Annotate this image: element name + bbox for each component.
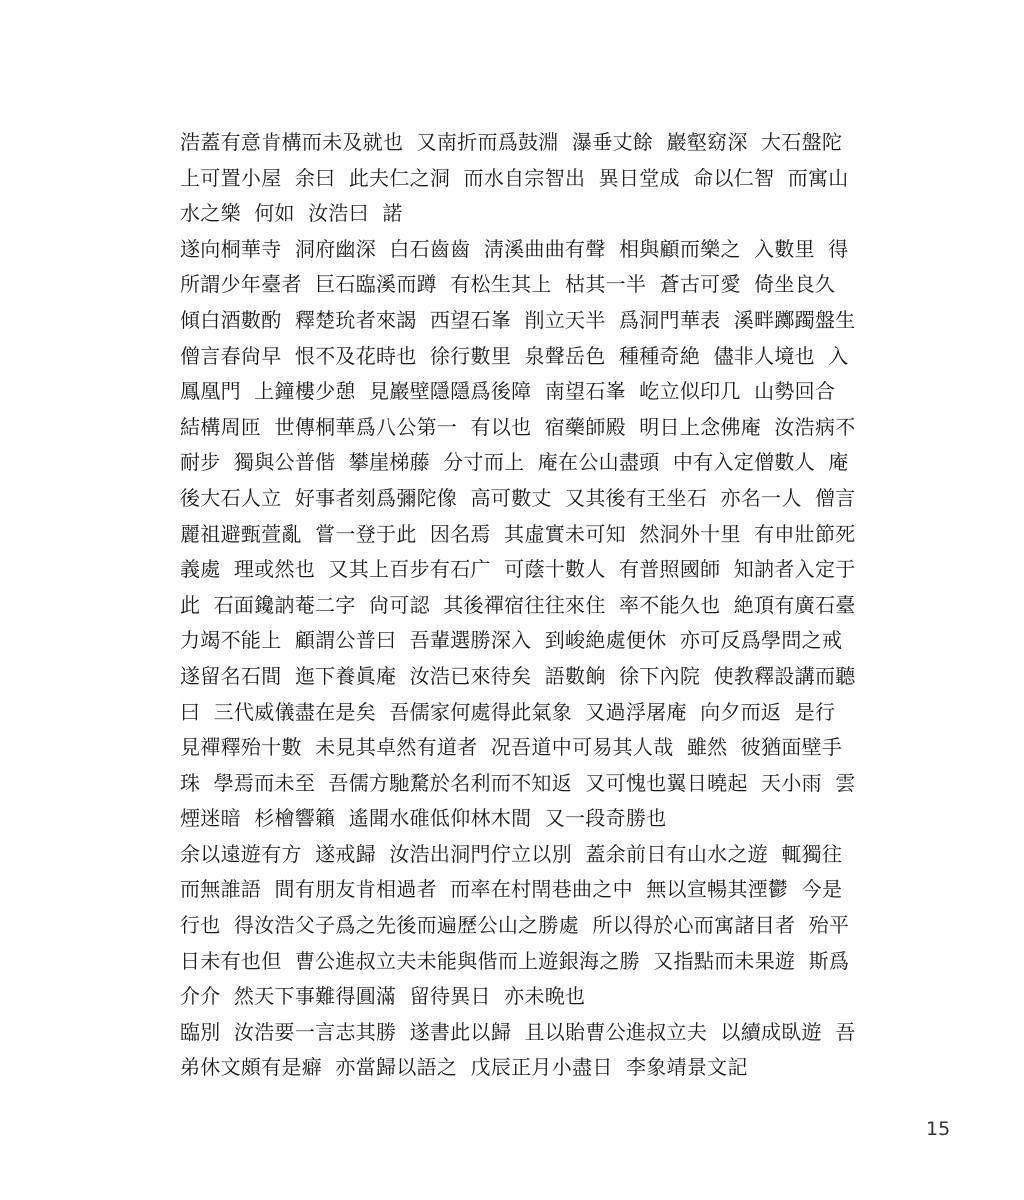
paragraph <box>180 1015 880 1086</box>
text-line: 珠 學焉而未至 吾儒方馳騖於名利而不知返 又可愧也翼日曉起 天小雨 雲 <box>180 770 856 795</box>
text-line: 煙迷暗 杉檜響籟 遙聞水碓低仰林木間 又一段奇勝也 <box>180 806 667 831</box>
text-line: 後大石人立 好事者刻爲彌陀像 高可數丈 又其後有王坐石 亦名一人 僧言 <box>180 485 856 510</box>
text-line: 水之樂 何如 汝浩曰 諾 <box>180 201 403 226</box>
text-line: 行也 得汝浩父子爲之先後而遍歷公山之勝處 所以得於心而寓諸目者 殆平 <box>180 913 850 938</box>
text-line: 鳳凰門 上鐘樓少憩 見巖壁隱隱爲後障 南望石峯 屹立似印几 山勢回合 <box>180 379 836 404</box>
text-line: 而無誰語 間有朋友肯相過者 而率在村閈巷曲之中 無以宣暢其湮鬱 今是 <box>180 877 843 902</box>
paragraph <box>180 837 880 1015</box>
text-line: 麗祖避甄萱亂 嘗一登于此 因名焉 其虛實未可知 然洞外十里 有申壯節死 <box>180 521 856 546</box>
text-line: 力竭不能上 顧謂公普曰 吾輩選勝深入 到峻絶處便休 亦可反爲學問之戒 <box>180 628 843 653</box>
body-text <box>180 125 880 1086</box>
paragraph <box>180 232 880 837</box>
text-line: 耐步 獨與公普偕 攀崖梯藤 分寸而上 庵在公山盡頭 中有入定僧數人 庵 <box>180 450 849 475</box>
text-line: 余以遠遊有方 遂戒歸 汝浩出洞門佇立以別 蓋余前日有山水之遊 輒獨往 <box>180 841 843 866</box>
text-line: 見禪釋殆十數 未見其卓然有道者 况吾道中可易其人哉 雖然 彼猶面壁手 <box>180 735 843 760</box>
text-line: 臨別 汝浩要一言志其勝 遂書此以歸 且以貽曹公進叔立夫 以續成臥遊 吾 <box>180 1019 856 1044</box>
text-line: 傾白酒數酌 釋楚玧者來謁 西望石峯 削立天半 爲洞門華表 溪畔躑躅盤生 <box>180 307 856 332</box>
text-line: 所謂少年臺者 巨石臨溪而蹲 有松生其上 枯其一半 蒼古可愛 倚坐良久 <box>180 272 836 297</box>
text-line: 遂留名石間 迤下養眞庵 汝浩已來待矣 語數餉 徐下內院 使教釋設講而聽 <box>180 663 856 688</box>
text-line: 上可置小屋 余曰 此夫仁之洞 而水自宗智出 異日堂成 命以仁智 而寓山 <box>180 165 849 190</box>
text-line: 曰 三代威儀盡在是矣 吾儒家何處得此氣象 又過浮屠庵 向夕而返 是行 <box>180 699 836 724</box>
paragraph <box>180 125 880 232</box>
text-line: 浩蓋有意肯構而未及就也 又南折而爲鼓淵 瀑垂丈餘 巖壑窈深 大石盤陀 <box>180 130 843 154</box>
text-line: 弟休文頗有是癖 亦當歸以語之 戊辰正月小盡日 李象靖景文記 <box>180 1055 748 1080</box>
text-line: 此 石面鑱訥菴二字 尙可認 其後禪宿往往來住 率不能久也 絶頂有廣石臺 <box>180 592 856 617</box>
text-line: 僧言春尙早 恨不及花時也 徐行數里 泉聲岳色 種種奇絶 儘非人境也 入 <box>180 343 849 368</box>
text-line: 義處 理或然也 又其上百步有石广 可蔭十數人 有普照國師 知訥者入定于 <box>180 557 856 582</box>
text-line: 遂向桐華寺 洞府幽深 白石齒齒 淸溪曲曲有聲 相與顧而樂之 入數里 得 <box>180 236 849 261</box>
text-line: 結構周匝 世傳桐華爲八公第一 有以也 宿藥師殿 明日上念佛庵 汝浩病不 <box>180 414 856 439</box>
text-line: 日未有也但 曹公進叔立夫未能與偕而上遊銀海之勝 又指點而未果遊 斯爲 <box>180 948 850 973</box>
page-number: 15 <box>926 1118 951 1140</box>
text-line: 介介 然天下事難得圓滿 留待異日 亦未晩也 <box>180 984 586 1009</box>
